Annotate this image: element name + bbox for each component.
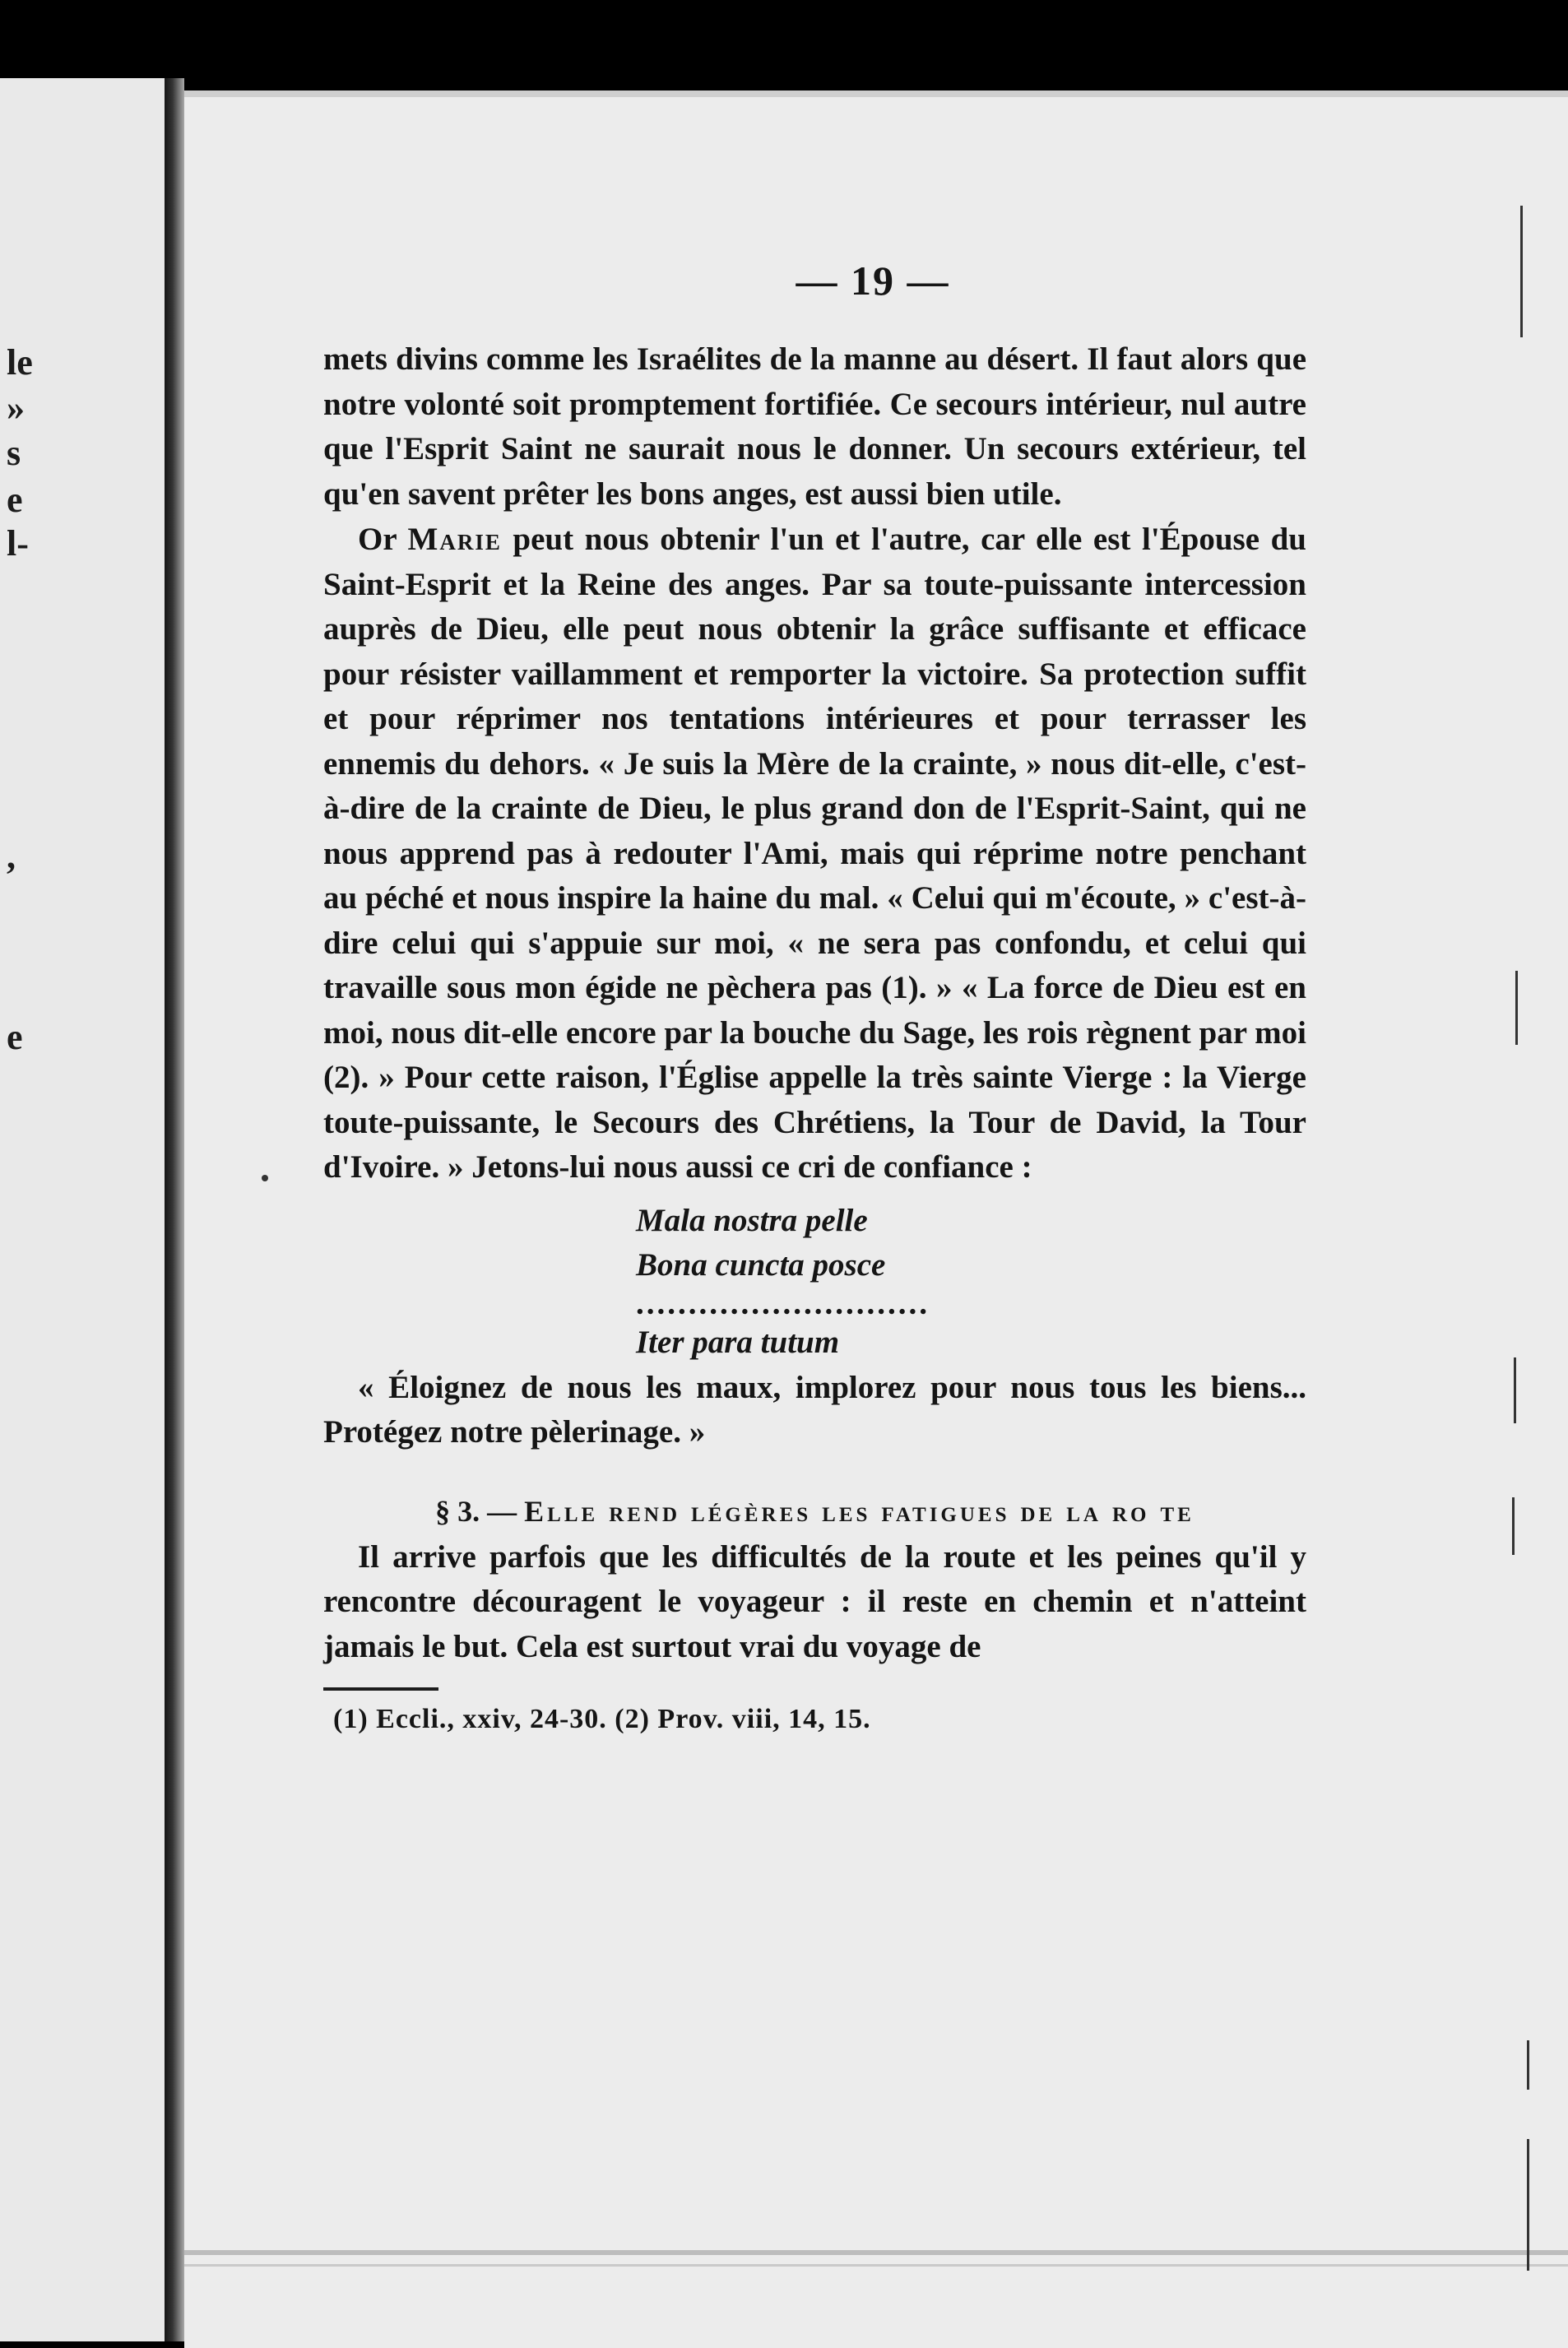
left-margin-text: , (7, 836, 16, 876)
paragraph-text: peut nous obtenir l'un et l'autre, car elle est l'Épouse du Saint-Esprit et la Reine des anges. Par sa toute-puissante intercession auprès de Dieu, elle peut nous obtenir la grâce suffisante et efficace pour résister vaillamment et remporter la victoire. Sa protection suffit et pour réprimer nos tentations intérieures et pour terrasser les ennemis du dehors. « Je suis la Mère de la crainte, » nous dit-elle, c'est-à-dire de la crainte de Dieu, le plus grand don de l'Esprit-Saint, qui ne nous apprend pas à redouter l'Ami, mais qui réprime notre penchant au péché et nous inspire la haine du mal. « Celui qui m'écoute, » c'est-à-dire celui qui s'appuie sur moi, « ne sera pas confondu, et celui qui travaille sous mon égide ne pèchera pas (1). » « La force de Dieu est en moi, nous dit-elle encore par la bouche du Sage, les rois règnent par moi (2). » Pour cette raison, l'Église appelle la très sainte Vierge : la Vierge toute-puissante, le Secours des Chrétiens, la Tour de David, la Tour d'Ivoire. » Jetons-lui nous aussi ce cri de confiance : (323, 522, 1306, 1185)
verse-line: Bona cuncta posce (636, 1246, 886, 1283)
left-margin-text: e (7, 1017, 23, 1057)
scan-mark (1527, 2139, 1529, 2271)
latin-verse (636, 1199, 1306, 1365)
left-page-fragment (0, 78, 165, 2341)
scan-mark (1512, 1497, 1515, 1555)
verse-line: Mala nostra pelle (636, 1202, 868, 1238)
section-title: Elle rend légères les fatigues de la ro te (524, 1494, 1195, 1528)
left-margin-text: le (7, 342, 33, 383)
paragraph: mets divins comme les Israélites de la manne au désert. Il faut alors que notre volonté soit promptement fortifiée. Ce secours intérieur, nul autre que l'Esprit Saint ne saurait nous le donner. Un secours extérieur, tel qu'en savent prêter les bons anges, est aussi bien utile. (323, 341, 1306, 512)
page-bottom-edge (184, 2250, 1568, 2255)
verse-ellipsis: ............................ (636, 1285, 930, 1321)
left-margin-text: l- (7, 523, 29, 564)
scan-mark (1515, 971, 1518, 1045)
quote-translation: « Éloignez de nous les maux, implorez pour nous tous les biens... Protégez notre pèlerinage. » (323, 1369, 1306, 1450)
left-margin-text: s (7, 433, 21, 473)
page-bottom-edge (184, 2264, 1568, 2267)
section-number: § 3. — (435, 1494, 525, 1528)
scan-speck (262, 1175, 268, 1181)
paragraph: Il arrive parfois que les difficultés de la route et les peines qu'il y rencontre découragent le voyageur : il reste en chemin et n'atteint jamais le but. Cela est surtout vrai du voyage de (323, 1538, 1306, 1664)
book-gutter (165, 78, 184, 2341)
verse-line: Iter para tutum (636, 1324, 840, 1360)
page-number: — 19 — (796, 258, 950, 304)
scan-mark (1514, 1357, 1516, 1423)
section-heading (323, 1488, 1306, 1534)
left-margin-text: e (7, 480, 23, 520)
paragraph-start: Or (358, 522, 408, 557)
page-body (323, 337, 1306, 1735)
paragraph (323, 517, 1306, 1190)
footnote-rule (323, 1687, 438, 1691)
name-marie: Marie (407, 522, 502, 557)
left-margin-text: » (7, 387, 25, 428)
scan-mark (1527, 2040, 1529, 2090)
footnotes: (1) Eccli., xxiv, 24-30. (2) Prov. viii, 14, 15. (333, 1704, 871, 1734)
